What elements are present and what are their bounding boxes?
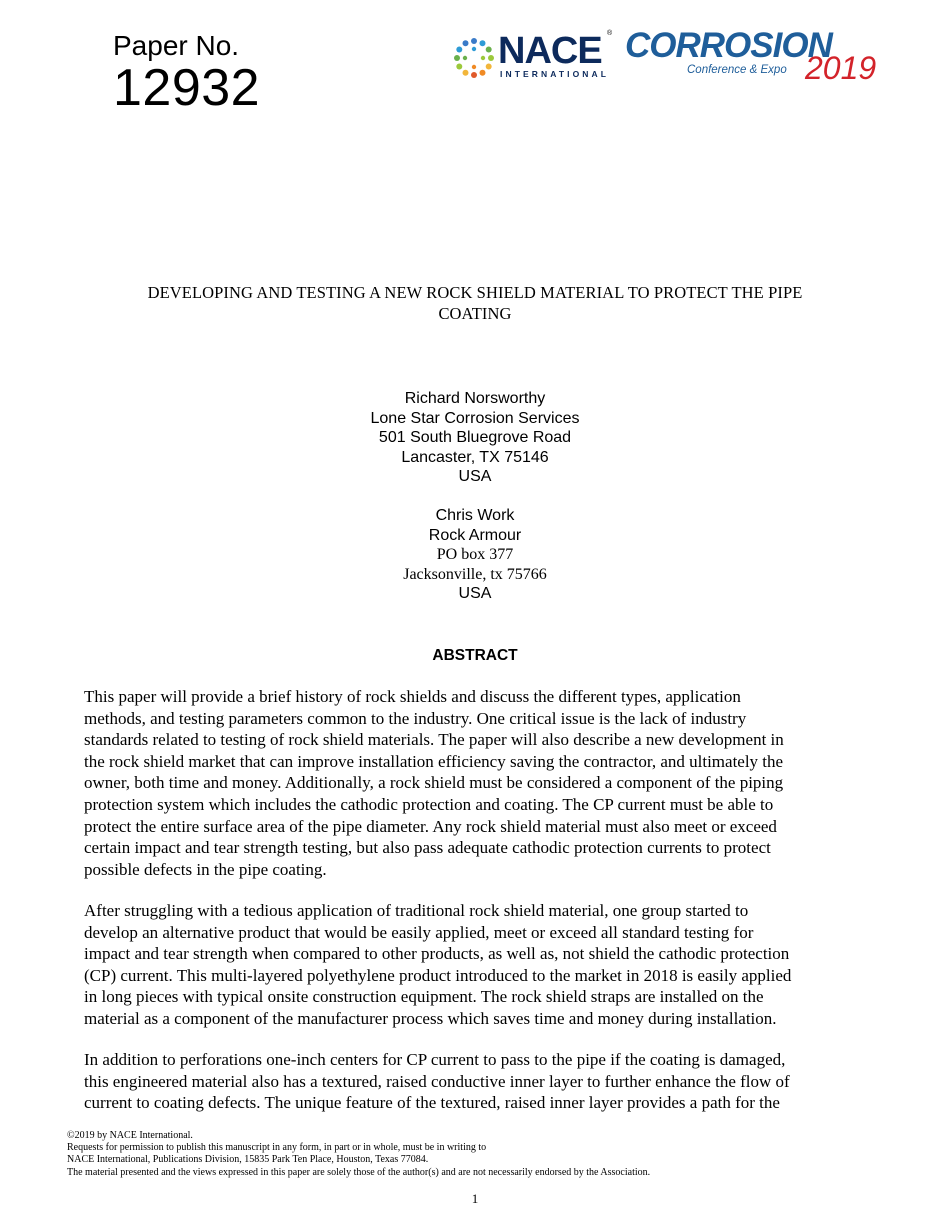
abstract-paragraph (84, 686, 874, 880)
abstract-heading: ABSTRACT (432, 647, 518, 664)
author-city: Lancaster, TX 75146 (401, 448, 549, 466)
nace-subtitle: INTERNATIONAL (500, 69, 610, 79)
author-organization: Lone Star Corrosion Services (370, 409, 580, 427)
text-line: This paper will provide a brief history of rock shields and discuss the different types, application (84, 687, 741, 706)
text-line: this engineered material also has a textured, raised conductive inner layer to further enhance the flow of (84, 1071, 790, 1091)
text-line: develop an alternative product that would be easily applied, meet or exceed all standard testing for (84, 922, 754, 942)
nace-globe-icon (452, 36, 496, 80)
corrosion-2019-logo (625, 26, 885, 88)
corrosion-wordmark: CORROSION (625, 26, 832, 65)
corrosion-year: 2019 (805, 50, 877, 86)
footer-line: NACE International, Publications Division, 15835 Park Ten Place, Houston, Texas 77084. (67, 1154, 429, 1166)
abstract-paragraph (84, 1049, 874, 1114)
nace-logo (452, 30, 622, 82)
footer-line: ©2019 by NACE International. (67, 1130, 193, 1141)
author-city: Jacksonville, tx 75766 (403, 565, 547, 583)
nace-wordmark: NACE (498, 30, 602, 72)
page-number: 1 (471, 1191, 479, 1206)
copyright-footer (67, 1130, 650, 1179)
paper-number-label: Paper No. (113, 30, 240, 61)
title-line: COATING (438, 304, 512, 323)
text-line: in long pieces with typical onsite construction equipment. The rock shield straps are installed on the (84, 987, 764, 1007)
paper-number-block (113, 30, 261, 117)
paper-title (90, 282, 860, 324)
text-line: In addition to perforations one-inch centers for CP current to pass to the pipe if the coating is damaged, (84, 1050, 786, 1069)
author-name: Chris Work (435, 507, 515, 524)
author-country: USA (458, 585, 492, 603)
text-line: (CP) current. This multi-layered polyethylene product introduced to the market in 2018 is easily applied (84, 965, 792, 985)
text-line: protect the entire surface area of the pipe diameter. Any rock shield material must also meet or exceed (84, 816, 777, 836)
footer-line: Requests for permission to publish this manuscript in any form, in part or in whole, must be in writing to (67, 1142, 487, 1154)
text-line: material as a component of the manufacturer process which saves time and money during installation. (84, 1008, 777, 1028)
corrosion-subtitle: Conference & Expo (687, 64, 787, 76)
author-organization: Rock Armour (428, 526, 522, 544)
text-line: impact and tear strength when compared to other products, as well as, not shield the cathodic protection (84, 944, 790, 964)
text-line: possible defects in the pipe coating. (84, 859, 327, 879)
title-line: DEVELOPING AND TESTING A NEW ROCK SHIELD MATERIAL TO PROTECT THE PIPE (147, 283, 803, 302)
text-line: owner, both time and money. Additionally, a rock shield must be considered a component of the piping (84, 773, 784, 793)
text-line: standards related to testing of rock shield materials. The paper will also describe a new development in (84, 730, 784, 750)
footer-line: The material presented and the views expressed in this paper are solely those of the author(s) and are not necessarily endorsed by the Association. (67, 1166, 651, 1178)
text-line: methods, and testing parameters common to the industry. One critical issue is the lack of industry (84, 708, 747, 728)
text-line: protection system which includes the cathodic protection and coating. The CP current must be able to (84, 794, 774, 814)
author-address: 501 South Bluegrove Road (378, 429, 572, 447)
text-line: current to coating defects. The unique feature of the textured, raised inner layer provides a path for the (84, 1093, 780, 1113)
registered-mark: ® (607, 30, 613, 37)
abstract-paragraph (84, 900, 874, 1030)
text-line: After struggling with a tedious application of traditional rock shield material, one group started to (84, 901, 749, 920)
author-name: Richard Norsworthy (404, 390, 546, 407)
author-address: PO box 377 (436, 546, 514, 564)
author-country: USA (458, 468, 492, 486)
author-block (300, 389, 650, 487)
paper-number: 12932 (113, 59, 261, 117)
text-line: certain impact and tear strength testing, but also pass adequate cathodic protection currents to protect (84, 838, 771, 858)
author-block (300, 506, 650, 604)
text-line: the rock shield market that can improve installation efficiency saving the contractor, and ultimately the (84, 751, 784, 771)
